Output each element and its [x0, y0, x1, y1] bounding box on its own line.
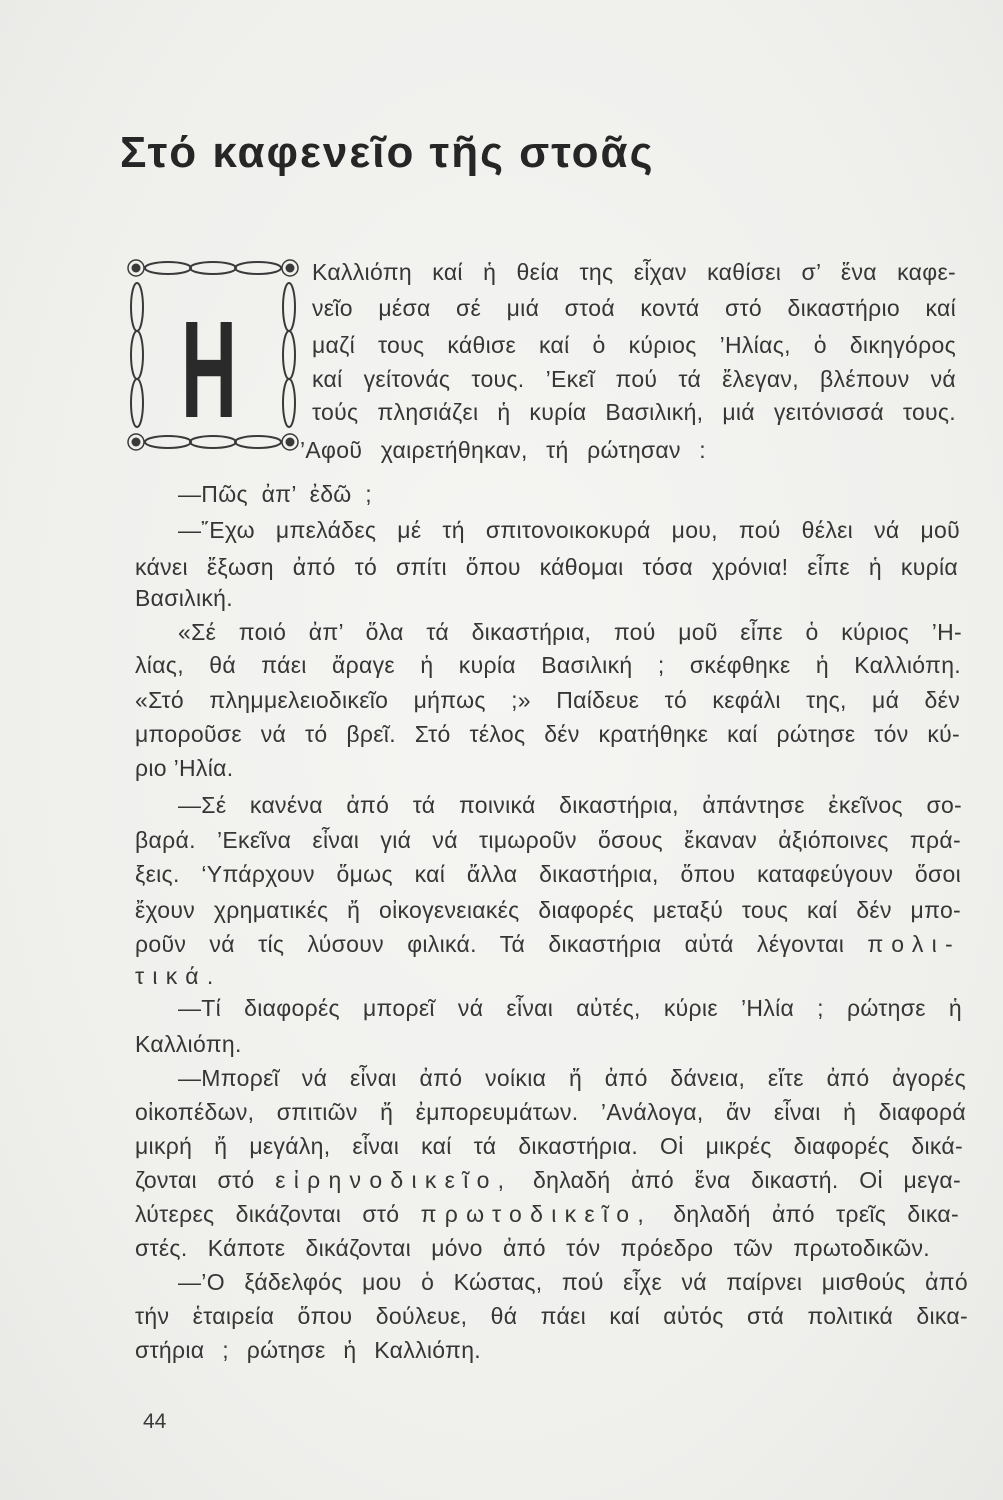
text-line: στήρια ; ρώτησε ἡ Καλλιόπη.	[135, 1337, 481, 1363]
text-line: μαζί τους κάθισε καί ὁ κύριος ’Ηλίας, ὁ δικηγόρος	[312, 332, 956, 358]
text-line: —῎Εχω μπελάδες μέ τή σπιτονοικοκυρά μου, πού θέλει νά μοῦ	[178, 517, 960, 543]
text-line: —Τί διαφορές μπορεῖ νά εἶναι αὐτές, κύριε ’Ηλία ; ρώτησε ἡ	[178, 995, 962, 1021]
drop-cap-letter: Η	[181, 293, 237, 447]
ornament-top-chain	[145, 262, 281, 274]
text-line: Καλλιόπη καί ἡ θεία της εἶχαν καθίσει σ’ ἕνα καφε-	[312, 259, 956, 285]
text-line	[135, 1165, 961, 1195]
text-segment: λύτερες δικάζονται στό	[135, 1201, 400, 1227]
text-line: —Σέ κανένα ἀπό τά ποινικά δικαστήρια, ἀπάντησε ἐκεῖνος σο-	[178, 792, 962, 818]
text-line: ξεις. ‘Υπάρχουν ὅμως καί ἄλλα δικαστήρια, ὅπου καταφεύγουν ὅσοι	[135, 861, 961, 887]
text-line: κάνει ἔξωση ἀπό τό σπίτι ὅπου κάθομαι τόσα χρόνια! εἶπε ἡ κυρία	[135, 554, 958, 580]
text-line: ριο ’Ηλία.	[135, 755, 234, 781]
text-line: καί γείτονάς τους. ’Εκεῖ πού τά ἔλεγαν, βλέπουν νά	[312, 366, 956, 392]
drop-cap-ornament	[126, 256, 300, 454]
text-segment: δηλαδή ἀπό τρεῖς δικα-	[673, 1201, 959, 1227]
text-line: «Σέ ποιό ἀπ’ ὅλα τά δικαστήρια, πού μοῦ εἶπε ὁ κύριος ’Η-	[178, 619, 962, 645]
text-line: λίας, θά πάει ἄραγε ἡ κυρία Βασιλική ; σκέφθηκε ἡ Καλλιόπη.	[135, 652, 961, 678]
text-segment: ζονται στό	[135, 1167, 255, 1193]
text-line: οἰκοπέδων, σπιτιῶν ἤ ἐμπορευμάτων. ’Ανάλογα, ἄν εἶναι ἡ διαφορά	[135, 1099, 966, 1125]
page-number: 44	[143, 1410, 167, 1433]
text-line: τήν ἑταιρεία ὅπου δούλευε, θά πάει καί αὐτός στά πολιτικά δικα-	[135, 1303, 968, 1329]
text-segment: ροῦν νά τίς λύσουν φιλικά. Τά δικαστήρια αὐτά λέγονται	[135, 931, 845, 957]
text-line: μικρή ἤ μεγάλη, εἶναι καί τά δικαστήρια. Οἱ μικρές διαφορές δικά-	[135, 1133, 963, 1159]
text-line: —Μπορεῖ νά εἶναι ἀπό νοίκια ἤ ἀπό δάνεια, εἴτε ἀπό ἀγορές	[178, 1065, 966, 1091]
text-line	[135, 1199, 959, 1229]
text-line: —’Ο ξάδελφός μου ὁ Κώστας, πού εἶχε νά παίρνει μισθούς ἀπό	[178, 1269, 968, 1295]
letter-spaced-term: τικά.	[135, 963, 222, 989]
text-line: Καλλιόπη.	[135, 1031, 242, 1057]
letter-spaced-term: πολι-	[867, 931, 961, 957]
ornament-right-chain	[283, 283, 295, 427]
text-line: ἔχουν χρηματικές ἤ οἰκογενειακές διαφορές μεταξύ τους καί δέν μπο-	[135, 897, 961, 923]
text-line: «Στό πλημμελειοδικεῖο μήπως ;» Παίδευε τό κεφάλι της, μά δέν	[135, 687, 960, 713]
letter-spaced-term: εἰρηνοδικεῖο,	[275, 1167, 513, 1193]
text-line: νεῖο μέσα σέ μιά στοά κοντά στό δικαστήριο καί	[312, 295, 956, 321]
text-line: βαρά. ’Εκεῖνα εἶναι γιά νά τιμωροῦν ὅσους ἔκαναν ἀξιόποινες πρά-	[135, 827, 961, 853]
text-line: —Πῶς ἀπ’ ἐδῶ ;	[178, 481, 372, 507]
text-line: Βασιλική.	[135, 585, 233, 611]
text-line: στές. Κάποτε δικάζονται μόνο ἀπό τόν πρόεδρο τῶν πρωτοδικῶν.	[135, 1235, 930, 1261]
text-line: μποροῦσε νά τό βρεῖ. Στό τέλος δέν κρατήθηκε καί ρώτησε τόν κύ-	[135, 721, 960, 747]
text-line	[135, 929, 961, 959]
text-line: ’Αφοῦ χαιρετήθηκαν, τή ρώτησαν :	[300, 437, 706, 463]
chapter-title: Στό καφενεῖο τῆς στοᾶς	[120, 128, 655, 177]
text-line: τούς πλησιάζει ἡ κυρία Βασιλική, μιά γειτόνισσά τους.	[312, 399, 956, 425]
text-segment: δηλαδή ἀπό ἕνα δικαστή. Οἱ μεγα-	[533, 1167, 961, 1193]
letter-spaced-term: πρωτοδικεῖο,	[420, 1201, 653, 1227]
ornament-left-chain	[131, 283, 143, 427]
